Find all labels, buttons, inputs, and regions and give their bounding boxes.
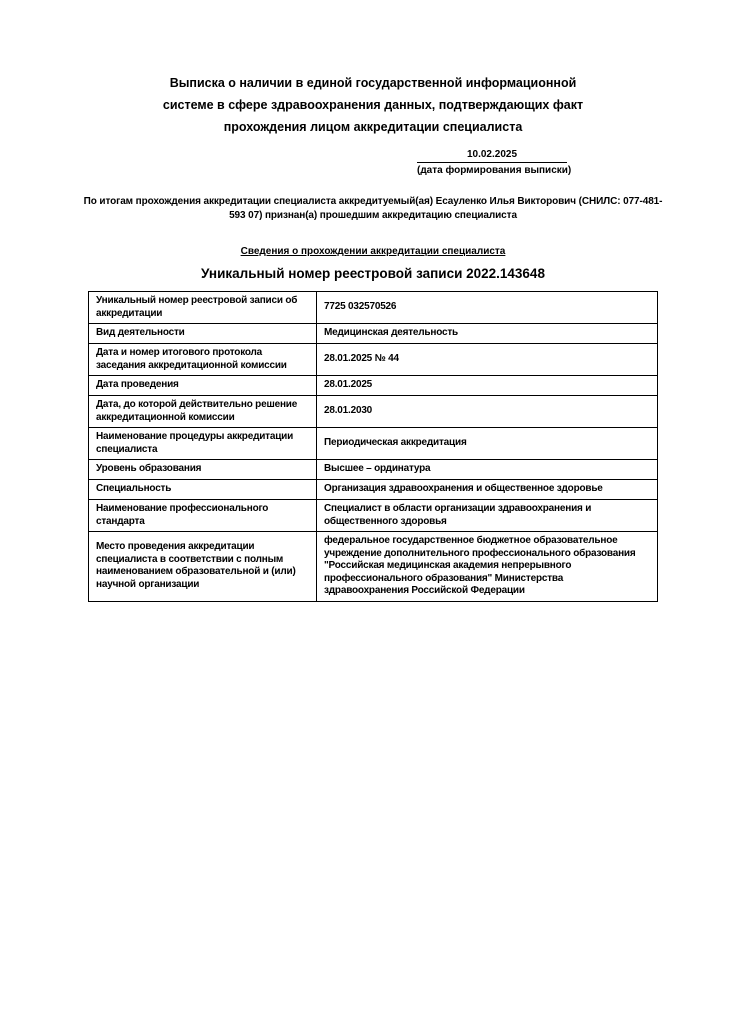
row-value: Медицинская деятельность xyxy=(317,324,658,344)
document-title xyxy=(138,72,608,138)
table-row xyxy=(89,324,658,344)
table-row xyxy=(89,500,658,532)
accreditation-table-body xyxy=(89,292,658,602)
table-row xyxy=(89,480,658,500)
accreditation-table xyxy=(88,291,658,602)
table-row xyxy=(89,532,658,602)
row-value: Высшее – ординатура xyxy=(317,460,658,480)
extract-date-block xyxy=(417,148,572,177)
section-heading: Сведения о прохождении аккредитации специалиста xyxy=(240,246,506,257)
row-label: Уровень образования xyxy=(89,460,317,480)
table-row xyxy=(89,428,658,460)
row-label: Специальность xyxy=(89,480,317,500)
row-value: федеральное государственное бюджетное образовательное учреждение дополнительного профессионального образования "Российская медицинская академия непрерывного профессионального образования" Министерства здравоохранения Российской Федерации xyxy=(317,532,658,602)
table-row xyxy=(89,344,658,376)
intro-paragraph xyxy=(0,195,746,222)
table-row xyxy=(89,460,658,480)
row-value: 7725 032570526 xyxy=(317,292,658,324)
row-label: Место проведения аккредитации специалиста в соответствии с полным наименованием образовательной и (или) научной организации xyxy=(89,532,317,602)
document-title-line: Выписка о наличии в единой государственной информационной xyxy=(169,76,577,90)
row-label: Дата, до которой действительно решение аккредитационной комиссии xyxy=(89,396,317,428)
document-title-line: системе в сфере здравоохранения данных, подтверждающих факт xyxy=(162,98,584,112)
intro-line: По итогам прохождения аккредитации специалиста аккредитуемый(ая) Есауленко Илья Викторович (СНИЛС: 077-481- xyxy=(83,196,663,207)
row-label: Наименование процедуры аккредитации специалиста xyxy=(89,428,317,460)
table-row xyxy=(89,396,658,428)
row-label: Дата и номер итогового протокола заседания аккредитационной комиссии xyxy=(89,344,317,376)
intro-line: 593 07) признан(а) прошедшим аккредитацию специалиста xyxy=(229,209,517,221)
row-value: Специалист в области организации здравоохранения и общественного здоровья xyxy=(317,500,658,532)
table-row xyxy=(89,376,658,396)
row-value: Периодическая аккредитация xyxy=(317,428,658,460)
row-value: Организация здравоохранения и общественное здоровье xyxy=(317,480,658,500)
extract-date-caption: (дата формирования выписки) xyxy=(417,165,572,176)
row-label: Уникальный номер реестровой записи об аккредитации xyxy=(89,292,317,324)
row-label: Дата проведения xyxy=(89,376,317,396)
row-value: 28.01.2030 xyxy=(317,396,658,428)
record-number-heading: Уникальный номер реестровой записи 2022.143648 xyxy=(201,266,545,281)
row-label: Наименование профессионального стандарта xyxy=(89,500,317,532)
row-value: 28.01.2025 № 44 xyxy=(317,344,658,376)
document-title-line: прохождения лицом аккредитации специалиста xyxy=(223,120,523,134)
row-value: 28.01.2025 xyxy=(317,376,658,396)
row-label: Вид деятельности xyxy=(89,324,317,344)
table-row xyxy=(89,292,658,324)
extract-date: 10.02.2025 xyxy=(417,148,567,163)
